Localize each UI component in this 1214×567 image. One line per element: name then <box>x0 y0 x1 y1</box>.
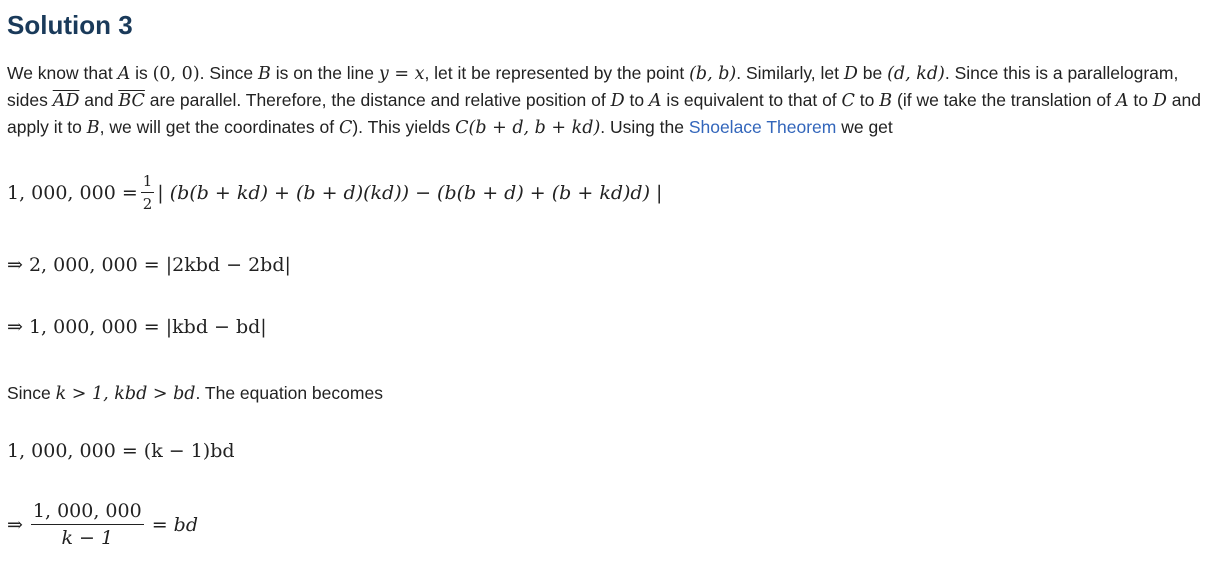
equation-1: 1, 000, 000 = $\frac{1}{2}$ | (b(b + kd) + (b + d)(kd)) − (b(b + d) + (b + kd)d) | <box>7 172 663 213</box>
equation-4: 1, 000, 000 = (k − 1)bd <box>7 440 235 462</box>
solution-paragraph: We know that A is (0, 0). Since B is on the line y = x, let it be represented by the point (b, b). Similarly, let D be (d, kd). Since this is a parallelogram, sides $\overline{AD}$ and $\overline{BC}$ are parallel. Therefore, the distance and relative position of D to A is equivalent to that of C to B (if we take the translation of A to D and apply it to B, we will get the coordinates of C). This yields C(b + d, b + kd). Using the Shoelace Theorem we get <box>7 63 1201 138</box>
one-half-fraction: $\frac{1}{2}$ <box>142 172 153 213</box>
condition-paragraph: Since k > 1, kbd > bd. The equation becomes <box>7 383 383 404</box>
equation-2: ⇒ 2, 000, 000 = |2kbd − 2bd| <box>7 254 291 276</box>
equation-3: ⇒ 1, 000, 000 = |kbd − bd| <box>7 316 267 338</box>
shoelace-theorem-link[interactable]: Shoelace Theorem <box>688 117 837 137</box>
solution-heading: Solution 3 <box>7 10 133 40</box>
equation-5: ⇒ $\frac{1, 000, 000}{k - 1}$ = bd <box>7 500 198 549</box>
million-over-k-minus-1-fraction: $\frac{1, 000, 000}{k - 1}$ <box>32 500 142 549</box>
